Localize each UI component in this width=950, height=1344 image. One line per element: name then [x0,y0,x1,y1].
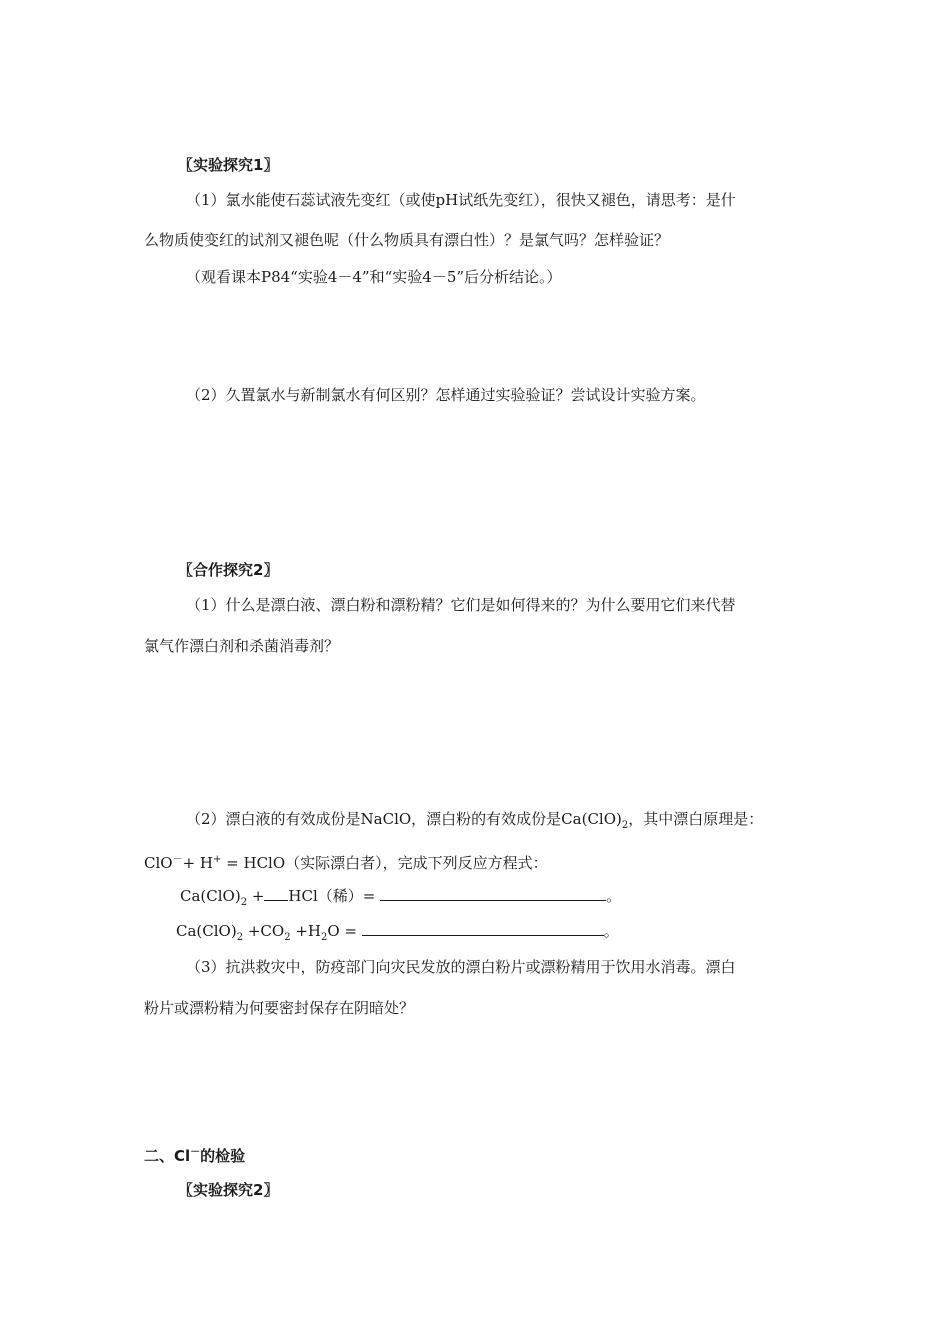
eq1-end: 。 [606,887,622,905]
eq2-reactant: Ca(ClO) [176,922,237,940]
q2-text-a: （2）漂白液的有效成份是NaClO，漂白粉的有效成份是Ca(ClO) [186,810,622,828]
coop-question-1-line-1: （1）什么是漂白液、漂白粉和漂粉精？它们是如何得来的？为什么要用它们来代替 [186,596,736,614]
coop-question-1-line-2: 氯气作漂白剂和杀菌消毒剂？ [144,637,340,655]
eq2-o: O = [327,922,362,940]
eq2-co: +CO [243,922,285,940]
h-charge: + [213,854,222,865]
equation-1 [180,886,621,913]
coop-question-3-line-1: （3）抗洪救灾中，防疫部门向灾民发放的漂白粉片或漂粉精用于饮用水消毒。漂白 [186,958,736,976]
eq2-end: 。 [603,922,619,940]
clo-charge: － [172,854,183,865]
part-2-heading [144,1143,245,1166]
eq1-coefficient-blank[interactable] [264,886,288,901]
coop-question-2-line-1 [186,809,763,836]
question-1-line-2: 么物质使变红的试剂又褪色呢（什么物质具有漂白性）？是氯气吗？怎样验证？ [144,231,670,249]
part-2-heading-a: 二、Cl [144,1147,191,1165]
eq1-plus: + [247,887,265,905]
equation-2 [176,921,619,948]
eq1-sub: 2 [240,897,248,908]
question-1-line-3: （观看课本P84“实验4－4”和“实验4－5”后分析结论。） [186,268,562,286]
question-2: （2）久置氯水与新制氯水有何区别？怎样通过实验验证？尝试设计实验方案。 [186,386,706,404]
eq2-sub: 2 [236,932,244,943]
h-text: + H [182,854,213,872]
clo-text: ClO [144,854,173,872]
eq1-hcl: HCl（稀）= [288,887,381,905]
question-1-line-1: （1）氯水能使石蕊试液先变红（或使pH试纸先变红），很快又褪色，请思考：是什 [186,191,736,209]
part-2-heading-b: 的检验 [200,1147,246,1165]
eq1-product-blank[interactable] [380,886,606,901]
chloride-charge: － [190,1147,201,1158]
eq1-reactant: Ca(ClO) [180,887,241,905]
eq2-product-blank[interactable] [362,921,604,936]
section-heading-experiment-2: 〖实验探究2〗 [178,1181,279,1199]
principle-text: = HClO（实际漂白者），完成下列反应方程式： [221,854,548,872]
eq2-sub2: 2 [284,932,291,943]
q2-sub: 2 [621,820,629,831]
eq2-h: +H [290,922,321,940]
q2-text-b: ，其中漂白原理是： [628,810,764,828]
coop-question-3-line-2: 粉片或漂粉精为何要密封保存在阴暗处？ [144,999,415,1017]
eq2-sub3: 2 [321,932,328,943]
section-heading-experiment-1: 〖实验探究1〗 [178,156,279,174]
coop-question-2-line-2 [144,850,548,873]
section-heading-cooperation-2: 〖合作探究2〗 [178,561,279,579]
